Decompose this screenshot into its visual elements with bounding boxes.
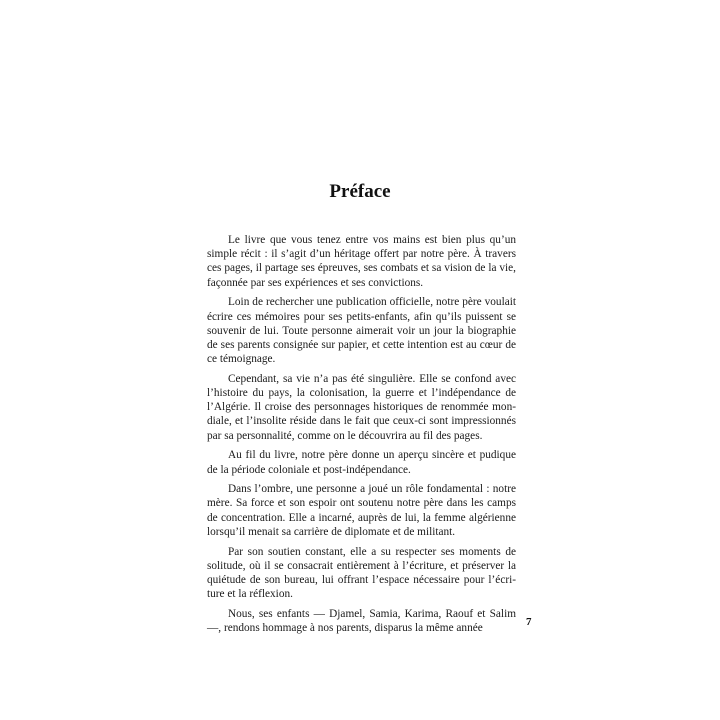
paragraph: Cependant, sa vie n’a pas été singulière. Elle se confond avec l’histoire du pays, la colonisation, la guerre et l’indépendance de l’Algérie. Il croise des personnages historiques de renommée mon-diale, et l’insolite réside dans le fait que ceux-ci sont impressionnés par sa personnalité, comme on le découvrira au fil des pages. <box>207 372 516 442</box>
page-title: Préface <box>329 181 391 202</box>
paragraph: Par son soutien constant, elle a su respecter ses moments de solitude, où il se consacrait entièrement à l’écriture, et préserver la quiétude de son bureau, lui offrant l’espace nécessaire pour l’écri-ture et la réflexion. <box>207 545 516 601</box>
page-number: 7 <box>526 616 532 628</box>
paragraph: Dans l’ombre, une personne a joué un rôle fondamental : notre mère. Sa force et son espoir ont soutenu notre père dans les camps de concentration. Elle a incarné, auprès de lui, la femme algérienne lorsqu’il menait sa carrière de diplomate et de militant. <box>207 483 516 538</box>
paragraph: Nous, ses enfants — Djamel, Samia, Karima, Raouf et Salim —, rendons hommage à nos parents, disparus la même année <box>207 607 516 635</box>
paragraph: Le livre que vous tenez entre vos mains est bien plus qu’un simple récit : il s’agit d’un héritage offert par notre père. À travers ces pages, il partage ses épreuves, ses combats et sa vision de la vie, façonnée par ses expériences et ses convictions. <box>207 234 516 289</box>
paragraph: Loin de rechercher une publication officielle, notre père voulait écrire ces mémoires pour ses petits-enfants, afin qu’ils puissent se souvenir de lui. Toute personne aimerait voir un jour la biographie de ses parents consignée sur papier, et cette intention est au cœur de ce témoignage. <box>207 296 516 366</box>
preface-body <box>207 233 516 641</box>
paragraph: Au fil du livre, notre père donne un aperçu sincère et pudique de la période coloniale et post-indépendance. <box>207 449 516 476</box>
